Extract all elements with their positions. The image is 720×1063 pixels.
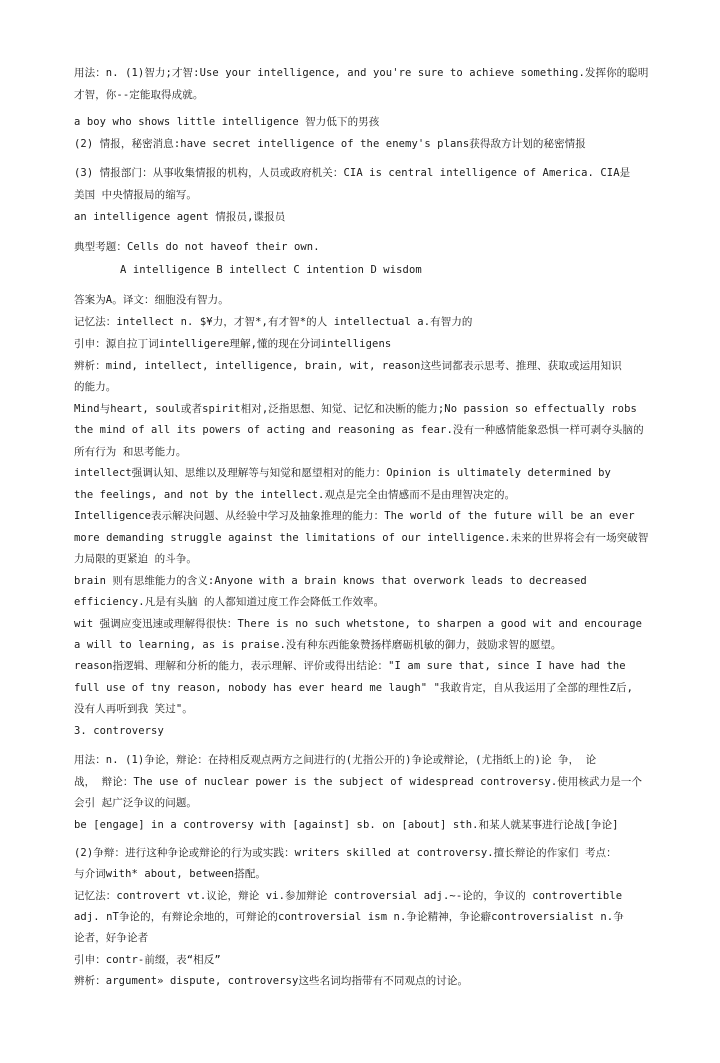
text-line: 与介词with* about, between搭配。 bbox=[74, 868, 267, 880]
text-line: full use of tny reason, nobody has ever heard me laugh" "我敢肯定，自从我运用了全部的理性Z后, bbox=[74, 682, 634, 694]
text-line: the mind of all its powers of acting and reasoning as fear.没有一种感情能象恐惧一样可剥夺头脑的 bbox=[74, 424, 644, 436]
text-line: an intelligence agent 情报员,谍报员 bbox=[74, 211, 286, 223]
text-line: 战， 辩论：The use of nuclear power is the subject of widespread controversy.使用核武力是一个 bbox=[74, 776, 643, 788]
text-line: (3) 情报部门：从事收集情报的机构，人员或政府机关：CIA is central intelligence of America. CIA是 bbox=[74, 167, 631, 179]
text-line: 辨析：argument» dispute, controversy这些名词均指带有不同观点的讨论。 bbox=[74, 975, 469, 987]
section-heading: 3. controversy bbox=[74, 725, 164, 737]
text-line: 力局限的更紧迫 的斗争。 bbox=[74, 553, 198, 565]
text-line: reason指逻辑、理解和分析的能力，表示理解、评价或得出结论："I am sure that, since I have had the bbox=[74, 660, 626, 672]
text-line: a boy who shows little intelligence 智力低下的男孩 bbox=[74, 116, 380, 128]
text-line: 用法：n. (1)争论，辩论：在持相反观点两方之间进行的(尤指公开的)争论或辩论，(尤指纸上的)论 争， 论 bbox=[74, 754, 597, 766]
text-line: 所有行为 和思考能力。 bbox=[74, 446, 187, 458]
text-line: brain 则有思维能力的含义:Anyone with a brain knows that overwork leads to decreased bbox=[74, 575, 587, 587]
text-line: Intelligence表示解决问题、从经验中学习及抽象推理的能力：The world of the future will be an ever bbox=[74, 510, 635, 522]
text-line: more demanding struggle against the limitations of our intelligence.未来的世界将会有一场突破智 bbox=[74, 532, 649, 544]
text-line: efficiency.凡是有头脑 的人都知道过度工作会降低工作效率。 bbox=[74, 596, 385, 608]
text-line: a will to learning, as is praise.没有种东西能象赞扬样磨砺机敏的御力，鼓励求智的愿望。 bbox=[74, 639, 562, 651]
text-line: adj. nT争论的，有辩论余地的，可辩论的controversial ism n.争论精神，争论癖controversialist n.争 bbox=[74, 911, 624, 923]
exam-options: A intelligence B intellect C intention D wisdom bbox=[120, 264, 422, 276]
text-line: 引申：contr-前缀，表“相反” bbox=[74, 954, 221, 966]
text-line: be [engage] in a controversy with [against] sb. on [about] sth.和某人就某事进行论战[争论] bbox=[74, 819, 619, 831]
text-line: 辨析：mind, intellect, intelligence, brain, wit, reason这些词都表示思考、推理、获取或运用知识 bbox=[74, 360, 622, 372]
text-line: wit 强调应变迅速或理解得很快：There is no such whetstone, to sharpen a good wit and encourage bbox=[74, 618, 643, 630]
text-line: 论者，好争论者 bbox=[74, 932, 149, 944]
text-line: 美国 中央情报局的缩写。 bbox=[74, 189, 198, 201]
text-line: 会引 起广泛争议的问题。 bbox=[74, 797, 198, 809]
text-line: 引申：源自拉丁词intelligere理解,懂的现在分词intelligens bbox=[74, 338, 392, 350]
text-line: (2) 情报，秘密消息:have secret intelligence of the enemy's plans获得敌方计划的秘密情报 bbox=[74, 138, 586, 150]
text-line: 没有人再听到我 笑过"。 bbox=[74, 703, 193, 715]
text-line: intellect强调认知、思维以及理解等与知觉和愿望相对的能力：Opinion is ultimately determined by bbox=[74, 467, 611, 479]
text-line: 记忆法：controvert vt.议论，辩论 vi.参加辩论 controversial adj.~-论的，争议的 controvertible bbox=[74, 890, 623, 902]
exam-question: 典型考题：Cells do not haveof their own. bbox=[74, 241, 320, 253]
text-line: Mind与heart, soul或者spirit相对,泛指思想、知觉、记忆和决断的能力;No passion so effectually robs bbox=[74, 403, 637, 415]
text-line: (2)争辩：进行这种争论或辩论的行为或实践：writers skilled at controversy.擅长辩论的作家们 考点： bbox=[74, 847, 617, 859]
text-line: 答案为A。译文：细胞没有智力。 bbox=[74, 294, 229, 306]
text-line: the feelings, and not by the intellect.观点是完全由情感而不是由理智决定的。 bbox=[74, 489, 516, 501]
text-line: 才智，你--定能取得成就。 bbox=[74, 89, 204, 101]
text-line: 用法：n. (1)智力;才智:Use your intelligence, and you're sure to achieve something.发挥你的聪明 bbox=[74, 67, 649, 79]
text-line: 的能力。 bbox=[74, 381, 117, 393]
text-line: 记忆法：intellect n. $¥力，才智*,有才智*的人 intellectual a.有智力的 bbox=[74, 316, 473, 328]
